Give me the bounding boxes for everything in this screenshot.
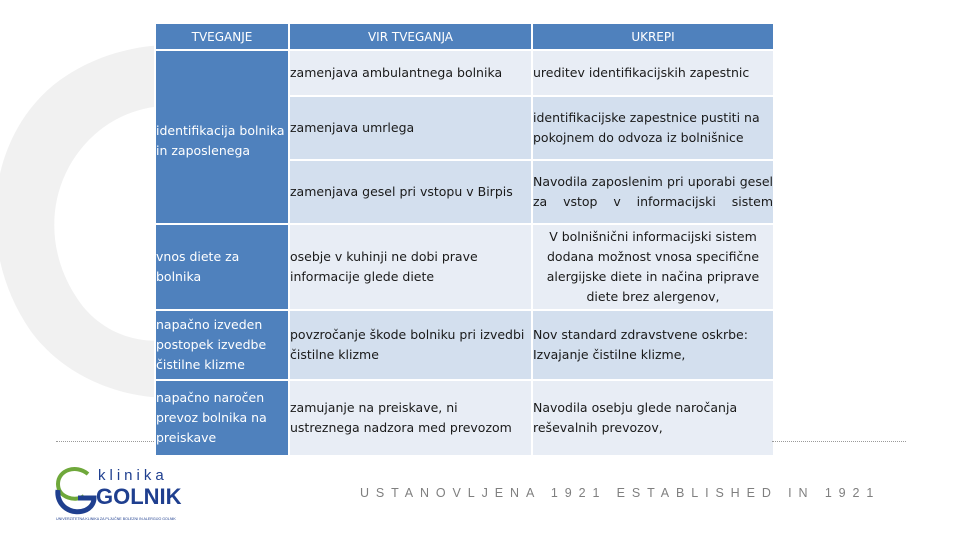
risk-cell: identifikacija bolnika in zaposlenega [155,50,289,224]
measure-cell: Navodila osebju glede naročanja reševalnih prevozov, [532,380,774,456]
measure-cell: Nov standard zdravstvene oskrbe: Izvajanje čistilne klizme, [532,310,774,380]
table-row [155,224,774,310]
risk-table [154,22,775,457]
logo-subtitle: UNIVERZITETNA KLINIKA ZA PLJUČNE BOLEZNI IN ALERGIJO GOLNIK [56,517,176,521]
header-measures: UKREPI [532,23,774,50]
source-cell: zamujanje na preiskave, ni ustreznega nadzora med prevozom [289,380,532,456]
table-row [155,310,774,380]
risk-cell: napačno izveden postopek izvedbe čistilne klizme [155,310,289,380]
footer-divider-right [772,441,906,442]
table-header-row [155,23,774,50]
footer-tagline: USTANOVLJENA 1921 ESTABLISHED IN 1921 [360,486,881,500]
risk-cell: napačno naročen prevoz bolnika na preiskave [155,380,289,456]
table-row [155,50,774,96]
measure-cell: ureditev identifikacijskih zapestnic [532,50,774,96]
source-cell: osebje v kuhinji ne dobi prave informacije glede diete [289,224,532,310]
klinika-golnik-logo [54,462,214,524]
header-source: VIR TVEGANJA [289,23,532,50]
measure-cell: V bolnišnični informacijski sistem dodana možnost vnosa specifične alergijske diete in načina priprave diete brez alergenov, [532,224,774,310]
table-row [155,380,774,456]
header-risk: TVEGANJE [155,23,289,50]
footer-divider-left [56,441,154,442]
source-cell: zamenjava gesel pri vstopu v Birpis [289,160,532,224]
source-cell: povzročanje škode bolniku pri izvedbi čistilne klizme [289,310,532,380]
source-cell: zamenjava umrlega [289,96,532,160]
logo-main-text: GOLNIK [96,484,182,509]
source-cell: zamenjava ambulantnega bolnika [289,50,532,96]
measure-cell: identifikacijske zapestnice pustiti na pokojnem do odvoza iz bolnišnice [532,96,774,160]
measure-cell: Navodila zaposlenim pri uporabi gesel za vstop v informacijski sistem [532,160,774,224]
logo-top-text: klinika [98,467,168,484]
risk-cell: vnos diete za bolnika [155,224,289,310]
